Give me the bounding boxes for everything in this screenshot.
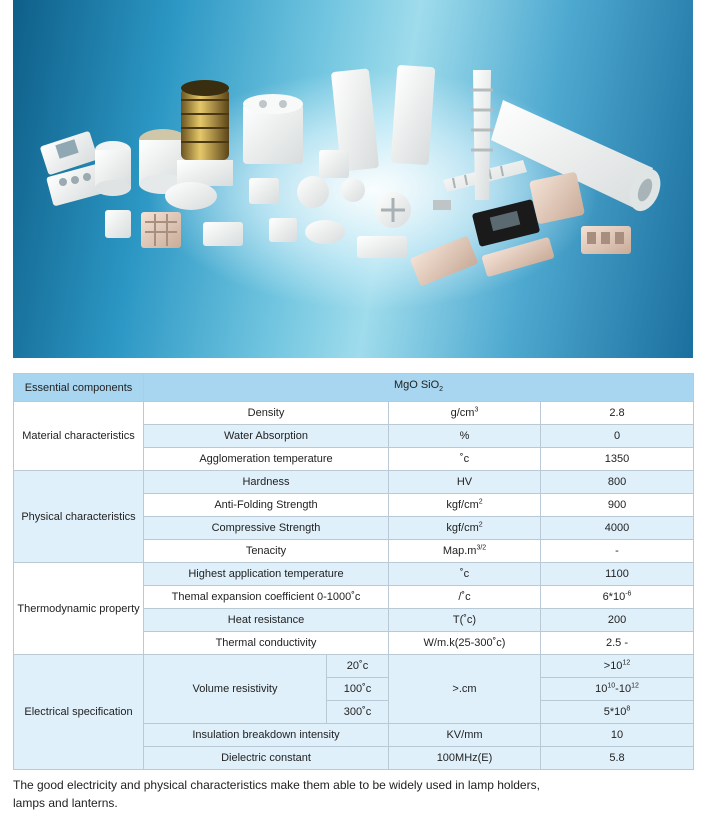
temp-100: 100˚c <box>327 678 389 701</box>
header-value: MgO SiO$_2$ <box>144 374 694 402</box>
row-unit: T(˚c) <box>389 609 541 632</box>
row-value: 1350 <box>541 448 694 471</box>
group-electrical: Electrical specification <box>14 655 144 770</box>
row-unit: % <box>389 425 541 448</box>
row-name: Density <box>144 402 389 425</box>
row-unit: /˚c <box>389 586 541 609</box>
row-unit: ˚c <box>389 563 541 586</box>
row-unit: W/m.k(25-300˚c) <box>389 632 541 655</box>
row-name: Tenacity <box>144 540 389 563</box>
row-name: Highest application temperature <box>144 563 389 586</box>
row-value: - <box>541 540 694 563</box>
row-unit: >.cm <box>389 655 541 724</box>
row-unit: ˚c <box>389 448 541 471</box>
row-value: 200 <box>541 609 694 632</box>
group-thermo: Thermodynamic property <box>14 563 144 655</box>
row-name: Agglomeration temperature <box>144 448 389 471</box>
table-row <box>14 471 694 494</box>
row-value: 2.5 - <box>541 632 694 655</box>
row-name: Volume resistivity <box>144 655 327 724</box>
table-row <box>14 655 694 678</box>
ceramic-cylinder <box>243 94 303 164</box>
row-value: $6*10^{-6}$ <box>541 586 694 609</box>
row-name: Water Absorption <box>144 425 389 448</box>
row-unit: kgf/$cm^2$ <box>389 494 541 517</box>
row-unit: kgf/$cm^2$ <box>389 517 541 540</box>
row-value: $5*10^8$ <box>541 701 694 724</box>
row-name: Thermal conductivity <box>144 632 389 655</box>
description-text <box>13 776 573 812</box>
row-unit: 100MHz(E) <box>389 747 541 770</box>
row-unit: $g/cm^3$ <box>389 402 541 425</box>
row-value: 10 <box>541 724 694 747</box>
row-name: Anti-Folding Strength <box>144 494 389 517</box>
row-value: 0 <box>541 425 694 448</box>
row-unit: KV/mm <box>389 724 541 747</box>
row-value: 5.8 <box>541 747 694 770</box>
ceramic-parts-illustration <box>13 0 693 358</box>
header-label: Essential components <box>14 374 144 402</box>
row-unit: $Map.m^{3/2}$ <box>389 540 541 563</box>
row-value: $10^{10}-10^{12}$ <box>541 678 694 701</box>
row-value: $>10^{12}$ <box>541 655 694 678</box>
specification-table <box>13 373 694 770</box>
table-row <box>14 402 694 425</box>
black-ceramic-frame <box>472 199 540 247</box>
row-value: 4000 <box>541 517 694 540</box>
row-name: Heat resistance <box>144 609 389 632</box>
row-name: Dielectric constant <box>144 747 389 770</box>
row-name: Insulation breakdown intensity <box>144 724 389 747</box>
row-name: Themal expansion coefficient 0-1000˚c <box>144 586 389 609</box>
group-material: Material characteristics <box>14 402 144 471</box>
row-name: Compressive Strength <box>144 517 389 540</box>
description-line-1: The good electricity and physical characteristics make them able to be widely used in lamp holders, <box>13 778 540 792</box>
row-value: 900 <box>541 494 694 517</box>
group-physical: Physical characteristics <box>14 471 144 563</box>
temp-300: 300˚c <box>327 701 389 724</box>
ceramic-square-tube <box>529 171 585 224</box>
row-value: 2.8 <box>541 402 694 425</box>
brass-lamp-base <box>177 80 233 186</box>
row-value: 1100 <box>541 563 694 586</box>
row-unit: HV <box>389 471 541 494</box>
row-value: 800 <box>541 471 694 494</box>
description-line-2: lamps and lanterns. <box>13 796 118 810</box>
temp-20: 20˚c <box>327 655 389 678</box>
table-header-row <box>14 374 694 402</box>
product-photo <box>13 0 693 358</box>
table-row <box>14 563 694 586</box>
row-name: Hardness <box>144 471 389 494</box>
